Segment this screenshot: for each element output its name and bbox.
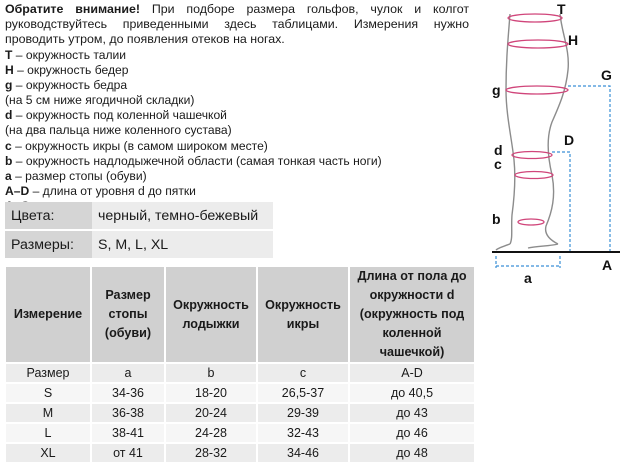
label-a: a: [524, 270, 532, 285]
legend-text: (на 5 см ниже ягодичной складки): [5, 93, 195, 108]
legend-text: – окружность надлодыжечной области (самая тонкая часть ноги): [12, 153, 382, 168]
table-cell: 28-32: [165, 443, 257, 463]
table-cell: до 40,5: [349, 383, 475, 403]
table-cell: до 46: [349, 423, 475, 443]
legend-text: – длина от уровня d до пятки: [29, 183, 196, 198]
legend-key: T: [5, 48, 13, 62]
table-cell: до 48: [349, 443, 475, 463]
legend-item: [5, 169, 475, 184]
legend-item: [5, 154, 475, 169]
ring-ankle: [518, 219, 544, 225]
product-info-table: [5, 200, 273, 260]
table-cell: 36-38: [91, 403, 165, 423]
guide-d: [552, 152, 570, 252]
legend-text: – окружность под коленной чашечкой: [12, 108, 227, 123]
label-D: D: [564, 132, 575, 148]
ring-below-knee: [512, 152, 552, 159]
legend-item: [5, 78, 475, 93]
legend-item: [5, 184, 475, 199]
legend-item: [5, 63, 475, 78]
table-cell: M: [5, 403, 91, 423]
table-cell: до 43: [349, 403, 475, 423]
label-T: T: [557, 1, 566, 17]
legend-key: A–D: [5, 183, 30, 198]
legend-key: c: [5, 138, 12, 153]
table-row: [5, 383, 475, 403]
header-ankle: Окружность лодыжки: [165, 266, 257, 363]
label-b: b: [492, 211, 501, 227]
legend-text: – размер стопы (обуви): [11, 168, 147, 183]
ring-calf: [515, 172, 553, 179]
table-cell: b: [165, 363, 257, 383]
legend-text: (на два пальца ниже коленного сустава): [5, 123, 232, 138]
table-row: [5, 403, 475, 423]
table-cell: a: [91, 363, 165, 383]
leg-outline: [496, 14, 568, 250]
intro-text: При подборе размера гольфов, чулок и колгот руководствуйтесь приведенными здесь таблицами. Измерения нужно проводить утром, до появления отеков на ногах.: [5, 2, 469, 47]
table-cell: 20-24: [165, 403, 257, 423]
legend-item: [5, 108, 475, 123]
table-cell: c: [257, 363, 349, 383]
table-cell: XL: [5, 443, 91, 463]
header-calf: Окружность икры: [257, 266, 349, 363]
sizes-row: [5, 231, 273, 258]
colors-label: Цвета:: [5, 202, 92, 229]
colors-value: черный, темно-бежевый: [92, 202, 273, 229]
table-cell: A-D: [349, 363, 475, 383]
guide-g: [568, 86, 610, 252]
table-cell: L: [5, 423, 91, 443]
label-g: g: [492, 82, 501, 98]
table-cell: 24-28: [165, 423, 257, 443]
label-A: A: [602, 257, 613, 273]
legend-key: b: [5, 153, 13, 168]
table-cell: Размер: [5, 363, 91, 383]
label-H: H: [568, 32, 579, 48]
table-cell: от 41: [91, 443, 165, 463]
legend-text: – окружность икры (в самом широком месте): [11, 138, 268, 153]
table-cell: 29-39: [257, 403, 349, 423]
legend-key: a: [5, 168, 12, 183]
ring-thigh: [506, 86, 568, 94]
legend-item: [5, 93, 475, 108]
colors-row: [5, 202, 273, 229]
legend-key: H: [5, 63, 14, 78]
table-cell: 26,5-37: [257, 383, 349, 403]
label-c: c: [494, 156, 502, 172]
table-cell: 18-20: [165, 383, 257, 403]
table-cell: 32-43: [257, 423, 349, 443]
size-chart-table: [4, 265, 476, 464]
leg-measurement-diagram: [480, 0, 621, 285]
measurement-legend: [5, 48, 475, 214]
legend-text: – окружность бедер: [13, 63, 129, 78]
legend-key: g: [5, 78, 13, 93]
table-row: [5, 423, 475, 443]
legend-text: – окружность бедра: [12, 78, 128, 93]
measure-rings: [506, 14, 568, 225]
legend-key: d: [5, 108, 13, 123]
legend-item: [5, 139, 475, 154]
header-measurement: Измерение: [5, 266, 91, 363]
size-chart-header-row: [5, 266, 475, 363]
header-foot-size: Размер стопы (обуви): [91, 266, 165, 363]
ring-hips: [508, 40, 568, 48]
legend-text: – окружность талии: [12, 48, 127, 62]
label-G: G: [601, 67, 612, 83]
table-cell: 34-36: [91, 383, 165, 403]
label-d: d: [494, 142, 503, 158]
header-length: Длина от пола до окружности d (окружность под коленной чашечкой): [349, 266, 475, 363]
table-cell: 38-41: [91, 423, 165, 443]
table-row: [5, 363, 475, 383]
table-row: [5, 443, 475, 463]
ring-waist: [508, 14, 562, 22]
sizes-label: Размеры:: [5, 231, 92, 258]
sizes-value: S, M, L, XL: [92, 231, 273, 258]
table-cell: 34-46: [257, 443, 349, 463]
legend-item: [5, 48, 475, 63]
intro-attention: Обратите внимание!: [5, 2, 140, 16]
legend-item: [5, 123, 475, 138]
table-cell: S: [5, 383, 91, 403]
intro-paragraph: [5, 2, 469, 48]
